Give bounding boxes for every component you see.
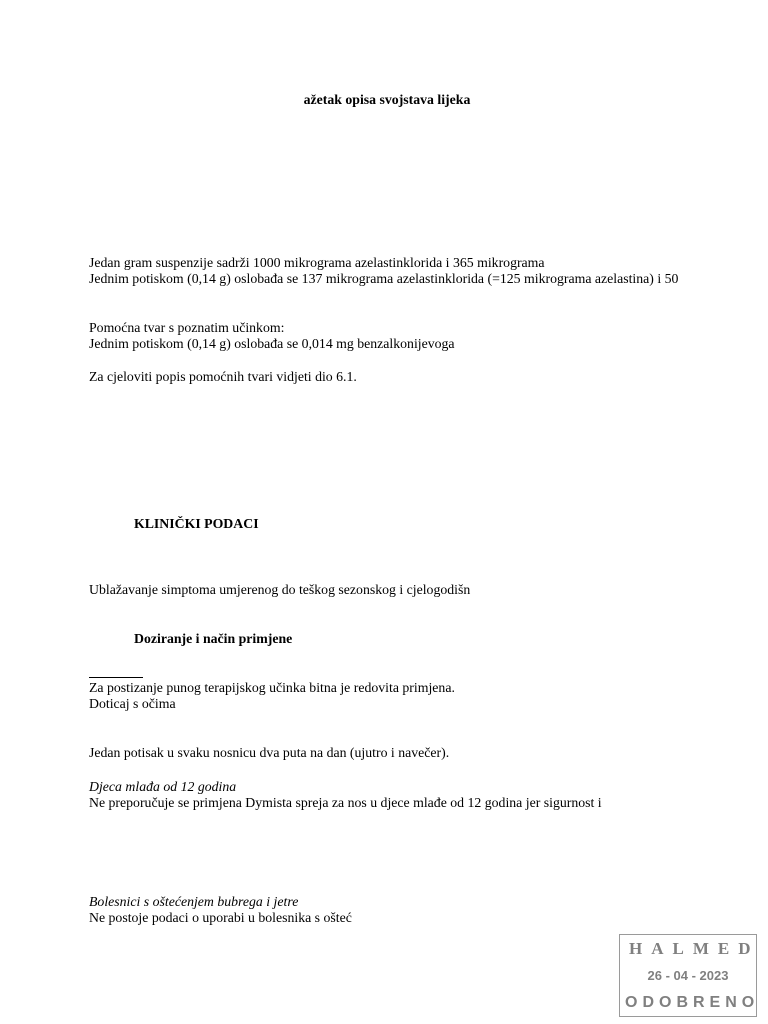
indications-text: Ublažavanje simptoma umjerenog do teškog sezonskog i cjelogodišn — [89, 582, 471, 597]
document-title: ažetak opisa svojstava lijeka — [303, 92, 471, 107]
stamp-status: ODOBRENO — [625, 994, 760, 1011]
composition-line-2: Jednim potiskom (0,14 g) oslobađa se 137 mikrograma azelastinklorida (=125 mikrograma azelastina) i 50 — [89, 271, 679, 286]
children-heading: Djeca mlađa od 12 godina — [89, 779, 237, 794]
dosage-heading: Doziranje i način primjene — [134, 631, 293, 646]
excipient-heading: Pomoćna tvar s poznatim učinkom: — [89, 320, 285, 335]
impairment-heading: Bolesnici s oštećenjem bubrega i jetre — [89, 894, 299, 909]
approval-stamp — [619, 934, 760, 1017]
stamp-date: 26 - 04 - 2023 — [647, 968, 729, 983]
children-text: Ne preporučuje se primjena Dymista spreja za nos u djece mlađe od 12 godina jer sigurnost i — [89, 795, 602, 810]
clinical-heading: KLINIČKI PODACI — [134, 516, 259, 531]
excipient-line: Jednim potiskom (0,14 g) oslobađa se 0,014 mg benzalkonijevoga — [89, 336, 455, 351]
full-list-note: Za cjeloviti popis pomoćnih tvari vidjeti dio 6.1. — [89, 369, 357, 384]
stamp-agency: HALMED — [629, 939, 760, 958]
dosage-line-1: Za postizanje punog terapijskog učinka bitna je redovita primjena. — [89, 680, 455, 695]
impairment-text: Ne postoje podaci o uporabi u bolesnika s ošteć — [89, 910, 352, 925]
separator-rule — [89, 677, 143, 678]
dose-text: Jedan potisak u svaku nosnicu dva puta na dan (ujutro i navečer). — [89, 745, 450, 760]
dosage-line-2: Doticaj s očima — [89, 696, 176, 711]
composition-line-1: Jedan gram suspenzije sadrži 1000 mikrograma azelastinklorida i 365 mikrograma — [89, 255, 545, 270]
